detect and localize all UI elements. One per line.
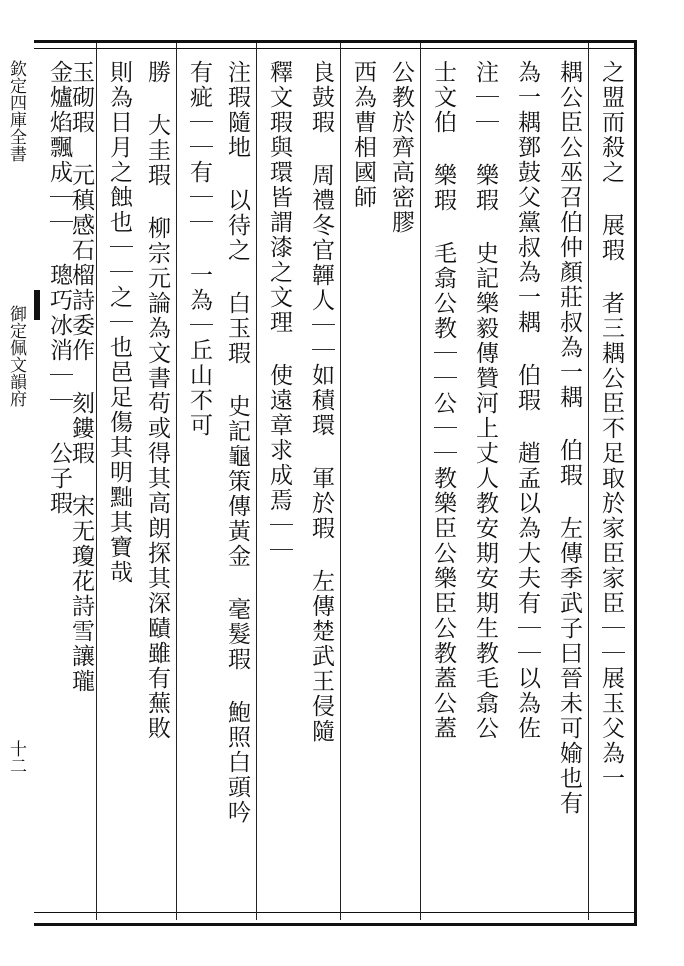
text-column-8: 良鼓瑕 周禮冬官韗人｜｜如積環 軍於瑕 左傳楚武王侵隨 [308,60,334,744]
text-column-4: 注｜｜ 樂瑕 史記樂毅傳贊河上丈人教安期安期生教毛翕公 [472,60,498,741]
text-column-7: 西為曹相國師 [350,60,376,210]
text-column-1: 之盟而殺之 展瑕 者三耦公臣不足取於家臣家臣｜｜展玉父為一 [598,60,624,791]
bottom-inner-rule [34,912,634,913]
text-column-10: 注瑕隨地 以待之 白玉瑕 史記龜策傳黃金 毫髮瑕 鮑照白頭吟 [224,60,250,825]
margin-page-number: 十二 [6,740,26,774]
text-column-15: 金爐焰飄成｜｜ 璁巧冰消｜｜ 公子瑕 [46,60,72,516]
column-divider [340,43,341,920]
text-column-2: 耦公臣公巫召伯仲顏莊叔為一耦 伯瑕 左傳季武子曰晉未可媮也有 [556,60,582,816]
text-column-12: 勝 大圭瑕 柳宗元論為文書苟或得其高朗探其深賾雖有蕪敗 [144,60,170,741]
text-column-9: 釋文瑕與環皆謂漆之文理 使遠章求成焉｜｜ [266,60,292,563]
margin-strip [0,40,34,920]
text-column-11: 有疵｜｜有｜｜ 一為｜丘山不可 [186,60,212,438]
column-divider [96,43,97,920]
top-inner-rule [34,48,634,49]
column-divider [420,43,421,920]
text-column-3: 為一耦鄧鼓父黨叔為一耦 伯瑕 趙孟以為大夫有｜｜以為佐 [514,60,540,741]
text-column-6: 公教於齊高密膠 [388,60,414,235]
text-column-5: 士文伯 樂瑕 毛翕公教｜｜公｜｜教樂臣公樂臣公教蓋公蓋 [430,60,456,741]
column-divider [256,43,257,920]
margin-volume-title: 欽定四庫全書 [6,60,26,162]
column-divider [176,43,177,920]
margin-book-title: 御定佩文韻府 [6,305,26,407]
column-divider [588,43,589,920]
text-column-13: 則為日月之蝕也｜｜之｜也邑足傷其明黜其寶哉 [106,60,132,585]
text-column-14: 玉砌瑕 元稹感石榴詩委作 刻鏤瑕 宋无瓊花詩雪讓瓏 [68,60,94,694]
